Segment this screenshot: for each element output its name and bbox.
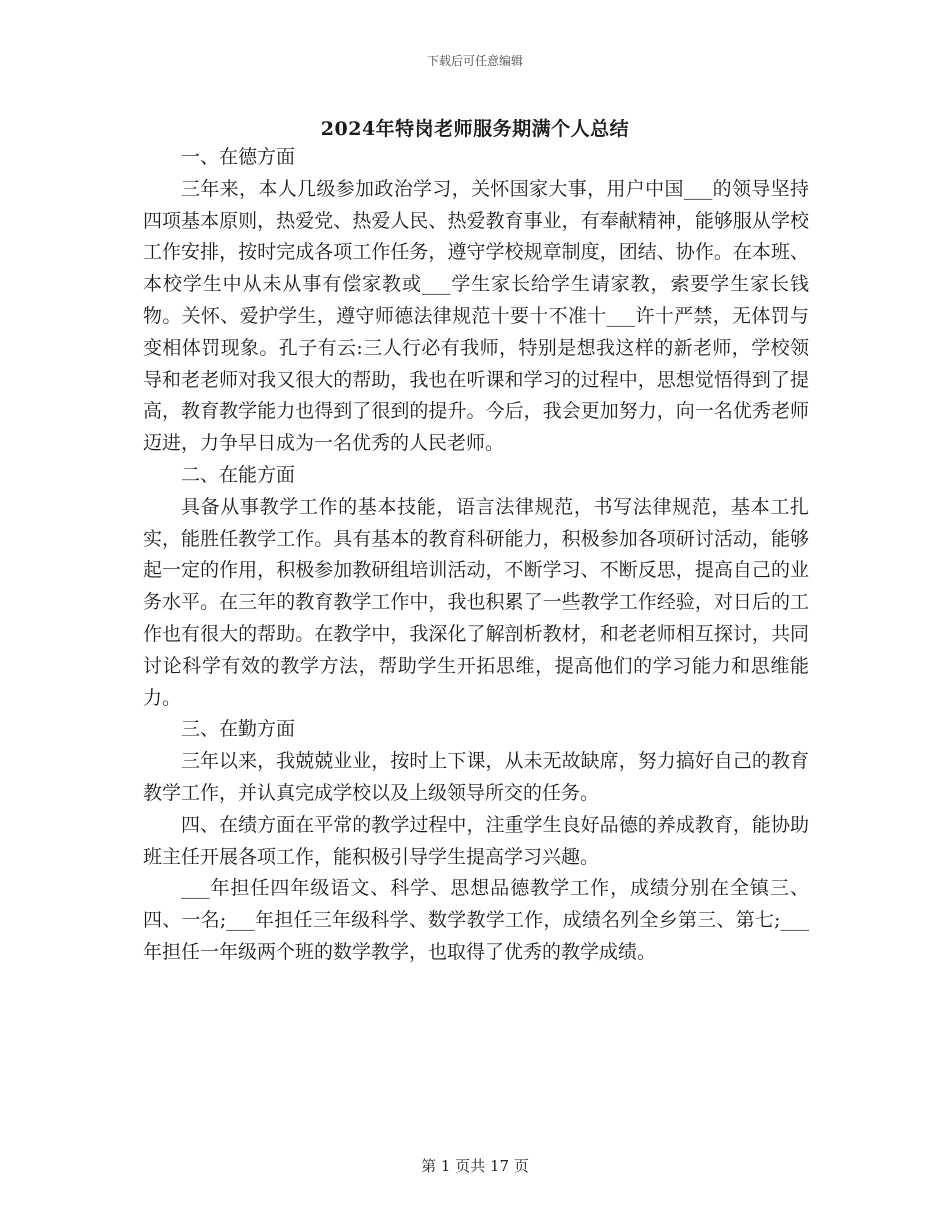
page-number: 第 1 页共 17 页 bbox=[421, 1157, 529, 1175]
header-note: 下载后可任意编辑 bbox=[426, 54, 523, 68]
section-heading-ability: 二、在能方面 bbox=[181, 463, 296, 486]
paragraph-achievement: 四、在绩方面在平常的教学过程中，注重学生良好品德的养成教育，能协助班主任开展各项工作，能积极引导学生提高学习兴趣。 bbox=[143, 813, 809, 868]
paragraph-results: ___年担任四年级语文、科学、思想品德教学工作，成绩分别在全镇三、四、一名;___年担任三年级科学、数学教学工作，成绩名列全乡第三、第七;___年担任一年级两个班的数学教学，也取得了优秀的教学成绩。 bbox=[143, 877, 809, 963]
paragraph-virtue: 三年来，本人几级参加政治学习，关怀国家大事，用户中国___的领导坚持四项基本原则，热爱党、热爱人民、热爱教育事业，有奉献精神，能够服从学校工作安排，按时完成各项工作任务，遵守学校规章制度，团结、协作。在本班、本校学生中从未从事有偿家教或___学生家长给学生请家教，索要学生家长钱物。关怀、爱护学生，遵守师德法律规范十要十不准十___许十严禁，无体罚与变相体罚现象。孔子有云:三人行必有我师，特别是想我这样的新老师，学校领导和老老师对我又很大的帮助，我也在听课和学习的过程中，思想觉悟得到了提高，教育教学能力也得到了很到的提升。今后，我会更加努力，向一名优秀老师迈进，力争早日成为一名优秀的人民老师。 bbox=[143, 177, 809, 455]
section-heading-virtue: 一、在德方面 bbox=[181, 146, 296, 168]
paragraph-ability: 具备从事教学工作的基本技能，语言法律规范，书写法律规范，基本工扎实，能胜任教学工作。具有基本的教育科研能力，积极参加各项研讨活动，能够起一定的作用，积极参加教研组培训活动，不断学习、不断反思，提高自己的业务水平。在三年的教育教学工作中，我也积累了一些教学工作经验，对日后的工作也有很大的帮助。在教学中，我深化了解剖析教材，和老老师相互探讨，共同讨论科学有效的教学方法，帮助学生开拓思维，提高他们的学习能力和思维能力。 bbox=[143, 495, 809, 709]
document-body bbox=[143, 142, 809, 969]
document-title: 2024年特岗老师服务期满个人总结 bbox=[320, 118, 630, 140]
paragraph-diligence: 三年以来，我兢兢业业，按时上下课，从未无故缺席，努力搞好自己的教育教学工作，并认真完成学校以及上级领导所交的任务。 bbox=[143, 750, 809, 804]
section-heading-diligence: 三、在勤方面 bbox=[181, 718, 296, 741]
